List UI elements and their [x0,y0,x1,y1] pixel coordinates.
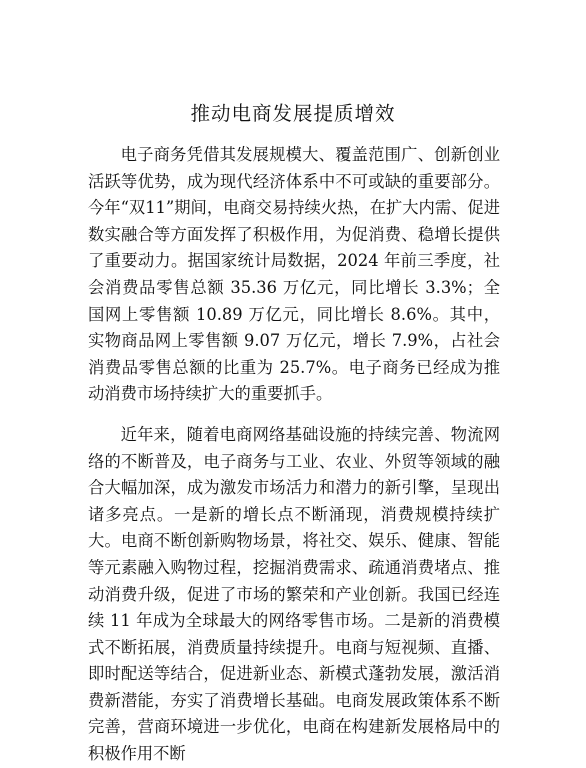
paragraph-2: 近年来，随着电商网络基础设施的持续完善、物流网络的不断普及，电子商务与工业、农业、外贸等领域的融合大幅加深，成为激发市场活力和潜力的新引擎，呈现出诸多亮点。一是新的增长点不断涌现，消费规模持续扩大。电商不断创新购物场景，将社交、娱乐、健康、智能等元素融入购物过程，挖掘消费需求、疏通消费堵点、推动消费升级，促进了市场的繁荣和产业创新。我国已经连续 11 年成为全球最大的网络零售市场。二是新的消费模式不断拓展，消费质量持续提升。电商与短视频、直播、即时配送等结合，促进新业态、新模式蓬勃发展，激活消费新潜能，夯实了消费增长基础。电商发展政策体系不断完善，营商环境进一步优化，电商在构建新发展格局中的积极作用不断 [88,424,500,764]
article-body [88,142,500,768]
article-title: 推动电商发展提质增效 [190,102,396,125]
paragraph-1: 电子商务凭借其发展规模大、覆盖范围广、创新创业活跃等优势，成为现代经济体系中不可或缺的重要部分。今年“双11”期间，电商交易持续火热，在扩大内需、促进数实融合等方面发挥了积极作用，为促消费、稳增长提供了重要动力。据国家统计局数据，2024 年前三季度，社会消费品零售总额 35.36 万亿元，同比增长 3.3%；全国网上零售额 10.89 万亿元，同比增长 8.6%。其中，实物商品网上零售额 9.07 万亿元，增长 7.9%，占社会消费品零售总额的比重为 25.7%。电子商务已经成为推动消费市场持续扩大的重要抓手。 [88,145,500,404]
